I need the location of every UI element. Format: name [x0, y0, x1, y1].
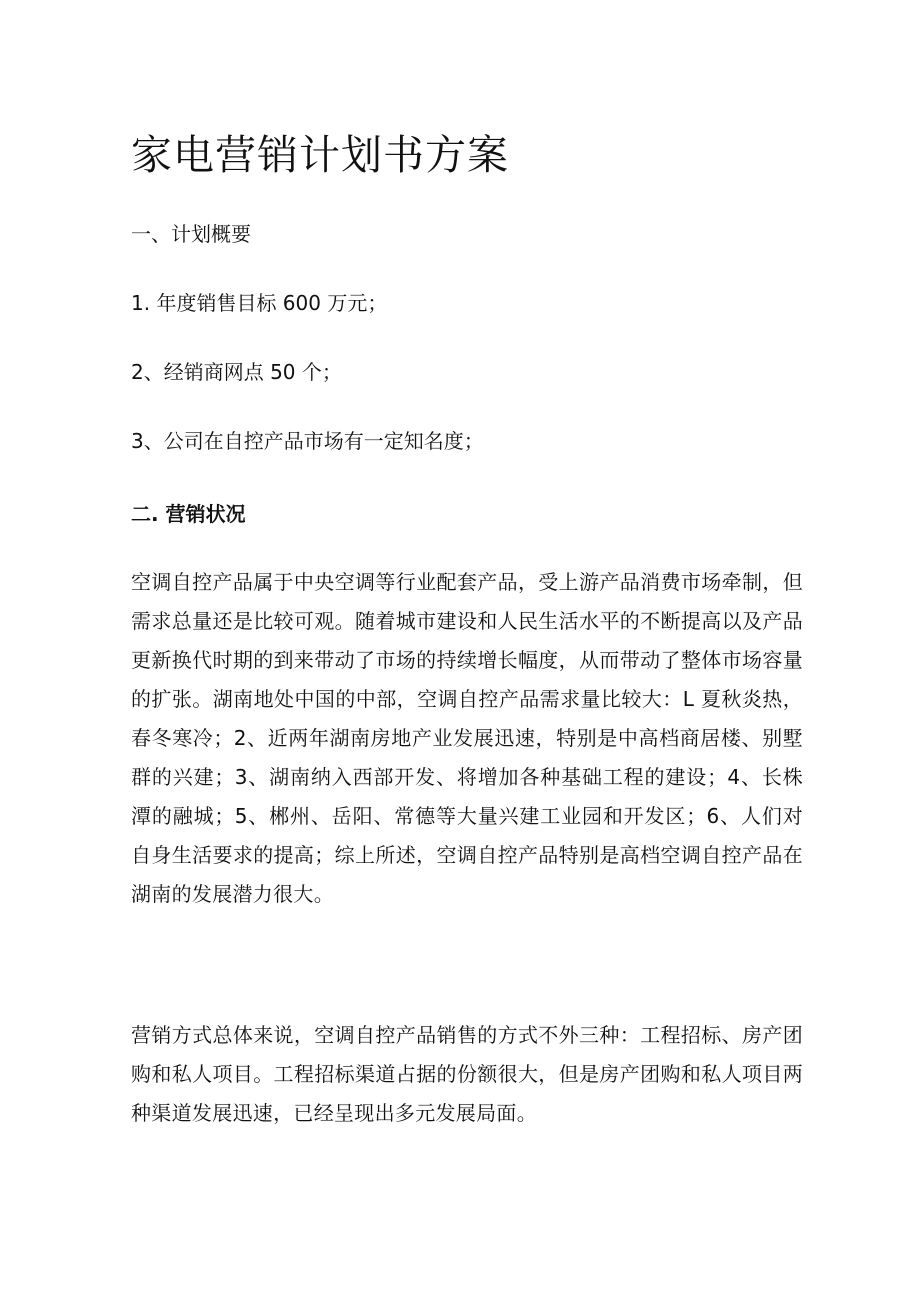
- paragraph-market-analysis: 空调自控产品属于中央空调等行业配套产品，受上游产品消费市场牵制，但需求总量还是比较可观。随着城市建设和人民生活水平的不断提高以及产品更新换代时期的到来带动了市场的持续增长幅度，从而带动了整体市场容量的扩张。湖南地处中国的中部，空调自控产品需求量比较大：L 夏秋炎热，春冬寒冷；2、近两年湖南房地产业发展迅速，特别是中高档商居楼、别墅群的兴建；3、湖南纳入西部开发、将增加各种基础工程的建设；4、长株潭的融城；5、郴州、岳阳、常德等大量兴建工业园和开发区；6、人们对自身生活要求的提高；综上所述，空调自控产品特别是高档空调自控产品在湖南的发展潜力很大。: [131, 570, 803, 906]
- list-item-dealer-outlets: 2、经销商网点 50 个；: [131, 360, 342, 384]
- section-heading-marketing-status: 二. 营销状况: [131, 502, 246, 526]
- list-item-sales-target: 1. 年度销售目标 600 万元；: [131, 291, 388, 315]
- list-item-brand-awareness: 3、公司在自控产品市场有一定知名度；: [131, 429, 484, 453]
- section-heading-plan-summary: 一、计划概要: [131, 222, 251, 246]
- document-title: 家电营销计划书方案: [131, 131, 509, 179]
- paragraph-sales-channels: 营销方式总体来说，空调自控产品销售的方式不外三种：工程招标、房产团购和私人项目。工程招标渠道占据的份额很大，但是房产团购和私人项目两种渠道发展迅速，已经呈现出多元发展局面。: [131, 1023, 803, 1125]
